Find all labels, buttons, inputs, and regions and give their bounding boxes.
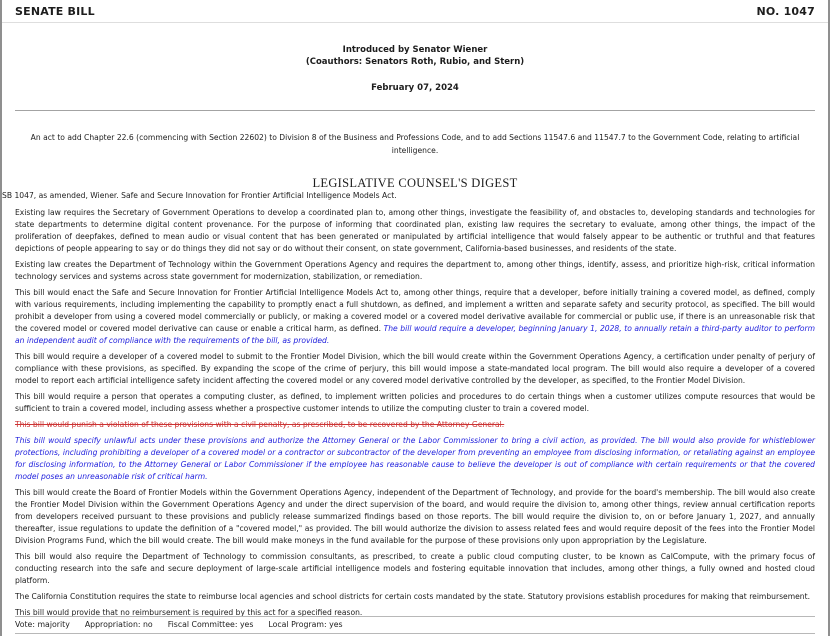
text-run-deleted: This bill would punish a violation of these provisions with a civil penalty, as prescribed, to be recovered by the Attorney General. <box>15 420 505 430</box>
digest-paragraph <box>15 351 815 387</box>
text-run-normal: This bill would require a person that operates a computing cluster, as defined, to implement written policies and procedures to do certain things when a customer utilizes compute resources that would be sufficient to train a covered model, including assess whether a prospective customer intends to utilize the computing cluster to train a covered model. <box>15 392 815 414</box>
digest-paragraph <box>15 419 815 431</box>
coauthors-line: (Coauthors: Senators Roth, Rubio, and Stern) <box>305 56 525 67</box>
text-run-normal: This bill would require a developer of a covered model to submit to the Frontier Model Division, which the bill would create within the Government Operations Agency, a certification under penalty of perjury of compliance with these provisions, as specified. By expanding the scope of the crime of perjury, this bill would impose a state-mandated local program. The bill would also require a developer of a covered model to report each artificial intelligence safety incident affecting the covered model or any covered model derivative controlled by the developer, as specified, to the Frontier Model Division. <box>15 352 815 386</box>
bill-number: NO. 1047 <box>756 5 815 18</box>
text-run-normal: This bill would enact the Safe and Secure Innovation for Frontier Artificial Intelligence Models Act to, among other things, require that a developer, before initially training a covered model, as defined, comply with various requirements, including implementing the capability to promptly enact a full shutdown, as defined, and implement a written and separate safety and security protocol, as specified. The bill would prohibit a developer from using a covered model commercially or publicly, or making a covered model or a covered model derivative available for commercial or public use, if there is an unreasonable risk that the covered model or covered model derivative can cause or enable a critical harm, as defined. <box>15 288 815 334</box>
text-run-normal: This bill would create the Board of Frontier Models within the Government Operations Agency, independent of the Department of Technology, and provide for the board's membership. The bill would also create the Frontier Model Division within the Government Operations Agency and under the direct supervision of the board, and would require the division to, among other things, review annual certification reports from developers received pursuant to these provisions and publicly release summarized findings based on those reports. The bill would require the division to, on or before January 1, 2027, and annually thereafter, issue regulations to update the definition of a "covered model," as provided. The bill would authorize the division to assess related fees and would require deposit of the fees into the Frontier Model Division Programs Fund, which the bill would create. The bill would make moneys in the fund available for the purpose of these provisions only upon appropriation by the Legislature. <box>15 488 815 546</box>
horizontal-rule <box>15 110 815 111</box>
digest-paragraph <box>15 287 815 347</box>
vote-items <box>15 620 815 629</box>
masthead <box>2 0 828 23</box>
appropriation-item: Appropriation: no <box>84 620 153 629</box>
digest-paragraph <box>15 391 815 415</box>
digest-lead: SB 1047, as amended, Wiener. Safe and Secure Innovation for Frontier Artificial Intelligence Models Act. <box>2 191 397 201</box>
vote-item: Vote: majority <box>15 620 70 629</box>
introduced-by-line: Introduced by Senator Wiener <box>342 45 488 55</box>
text-run-added: This bill would specify unlawful acts under these provisions and authorize the Attorney General or the Labor Commissioner to bring a civil action, as provided. The bill would also provide for whistleblower protections, including prohibiting a developer of a covered model or a contractor or subcontractor of the developer from preventing an employee from disclosing information, or retaliating against an employee for disclosing information, to the Attorney General or Labor Commissioner if the employee has reasonable cause to believe the developer is out of compliance with certain requirements or that the covered model poses an unreasonable risk of critical harm. <box>15 436 815 482</box>
fiscal-committee-item: Fiscal Committee: yes <box>167 620 254 629</box>
text-run-normal: The California Constitution requires the state to reimburse local agencies and school districts for certain costs mandated by the state. Statutory provisions establish procedures for making that reimbursement. <box>15 592 810 602</box>
local-program-item: Local Program: yes <box>268 620 343 629</box>
digest-paragraph <box>15 591 815 603</box>
text-run-normal: Existing law creates the Department of Technology within the Government Operations Agency and requires the department to, among other things, identify, assess, and prioritize high-risk, critical information technology services and systems across state government for modernization, stabilization, or remediation. <box>15 260 815 282</box>
text-run-normal: This bill would provide that no reimbursement is required by this act for a specified reason. <box>15 608 363 618</box>
act-title: An act to add Chapter 22.6 (commencing with Section 22602) to Division 8 of the Business and Professions Code, and to add Sections 11547.6 and 11547.7 to the Government Code, relating to artificial intelligence. <box>30 133 800 155</box>
vote-section <box>15 616 815 634</box>
text-run-normal: Existing law requires the Secretary of Government Operations to develop a coordinated plan to, among other things, investigate the feasibility of, and obstacles to, developing standards and technologies for state departments to determine digital content provenance. For the purpose of informing that coordinated plan, existing law requires the secretary to evaluate, among other things, the impact of the proliferation of deepfakes, defined to mean audio or visual content that has been generated or manipulated by artificial intelligence that would falsely appear to be authentic or truthful and that features depictions of people appearing to say or do things they did not say or do without their consent, on state government, California-based businesses, and residents of the state. <box>15 208 815 254</box>
digest-paragraph <box>15 551 815 587</box>
digest-paragraph <box>15 259 815 283</box>
text-run-added: The bill would require a developer, beginning January 1, 2028, to annually retain a third-party auditor to perform an independent audit of compliance with the requirements of the bill, as provided. <box>15 324 815 346</box>
digest-heading: LEGISLATIVE COUNSEL'S DIGEST <box>312 176 518 191</box>
introduction-block <box>2 45 828 68</box>
digest-paragraphs <box>15 207 815 619</box>
bill-type-label: SENATE BILL <box>15 5 95 18</box>
introduction-date: February 07, 2024 <box>371 83 459 93</box>
digest-paragraph <box>15 487 815 547</box>
text-run-normal: This bill would also require the Department of Technology to commission consultants, as prescribed, to create a public cloud computing cluster, to be known as CalCompute, with the primary focus of conducting research into the safe and secure deployment of large-scale artificial intelligence models and fostering equitable innovation that includes, among other things, a fully owned and hosted cloud platform. <box>15 552 815 586</box>
digest-paragraph <box>15 207 815 255</box>
digest-paragraph <box>15 435 815 483</box>
